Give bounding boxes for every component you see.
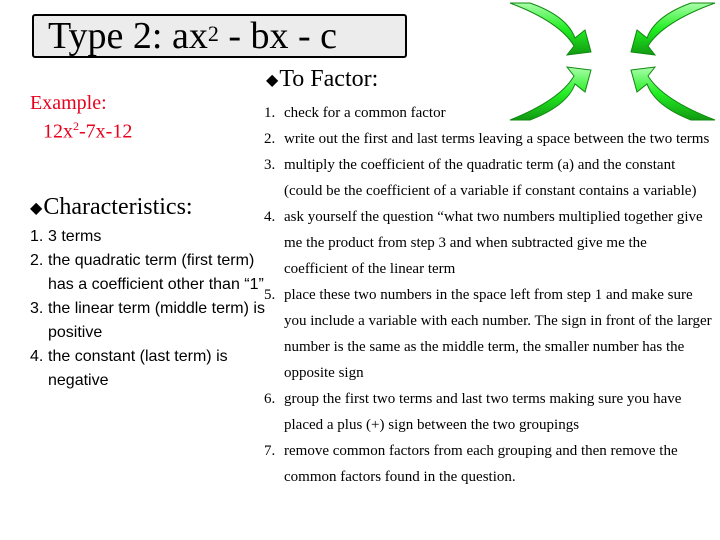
item-number: 2. <box>30 252 44 269</box>
item-text: the linear term (middle term) is positive <box>48 300 265 341</box>
diamond-bullet-icon: ◆ <box>30 200 43 218</box>
list-item <box>264 204 714 282</box>
list-item <box>30 225 265 249</box>
list-item <box>264 386 714 438</box>
step-text: write out the first and last terms leaving a space between the two terms <box>284 131 710 147</box>
list-item <box>264 152 714 204</box>
step-number: 3. <box>264 157 276 173</box>
step-text: group the first two terms and last two terms making sure you have placed a plus (+) sign between the two groupings <box>284 391 682 433</box>
list-item <box>30 345 265 393</box>
example-rest: -7x-12 <box>79 120 133 143</box>
to-factor-steps <box>264 100 714 490</box>
arrow-icon-top-right <box>631 3 715 55</box>
diamond-bullet-icon: ◆ <box>266 72 279 90</box>
characteristics-heading-text: Characteristics: <box>43 194 193 220</box>
title-exponent: 2 <box>207 21 219 46</box>
example-exponent: 2 <box>73 119 79 133</box>
step-number: 1. <box>264 105 276 121</box>
step-number: 6. <box>264 391 276 407</box>
title-suffix: - bx - c <box>218 15 338 57</box>
arrow-icon-top-left <box>510 3 591 55</box>
step-number: 7. <box>264 443 276 459</box>
step-text: multiply the coefficient of the quadratic term (a) and the constant (could be the coefficient of a variable if constant contains a variable) <box>284 157 697 199</box>
item-text: 3 terms <box>48 228 102 245</box>
example-coefficient: 12x <box>43 120 73 143</box>
list-item <box>30 297 265 345</box>
list-item <box>264 100 714 126</box>
step-text: ask yourself the question “what two numbers multiplied together give me the product from step 3 and when subtracted give me the coefficient of the linear term <box>284 209 703 277</box>
step-number: 4. <box>264 209 276 225</box>
step-text: remove common factors from each grouping and then remove the common factors found in the question. <box>284 443 678 485</box>
list-item <box>30 249 265 297</box>
list-item <box>264 126 714 152</box>
list-item <box>264 438 714 490</box>
list-item <box>264 282 714 386</box>
item-number: 3. <box>30 300 44 317</box>
step-number: 5. <box>264 287 276 303</box>
example-expression <box>43 119 132 144</box>
slide-title <box>32 14 407 58</box>
characteristics-list <box>30 225 265 393</box>
step-text: check for a common factor <box>284 105 446 121</box>
step-number: 2. <box>264 131 276 147</box>
title-prefix: Type 2: ax <box>48 15 208 57</box>
item-number: 4. <box>30 348 44 365</box>
to-factor-heading <box>266 66 378 93</box>
item-number: 1. <box>30 228 44 245</box>
item-text: the quadratic term (first term) has a coefficient other than “1” <box>48 252 264 293</box>
item-text: the constant (last term) is negative <box>48 348 228 389</box>
characteristics-heading <box>30 194 193 221</box>
example-label: Example: <box>30 92 107 114</box>
to-factor-heading-text: To Factor: <box>279 66 379 92</box>
step-text: place these two numbers in the space left from step 1 and make sure you include a variable with each number. The sign in front of the larger number is the same as the middle term, the smaller number has the opposite sign <box>284 287 712 381</box>
